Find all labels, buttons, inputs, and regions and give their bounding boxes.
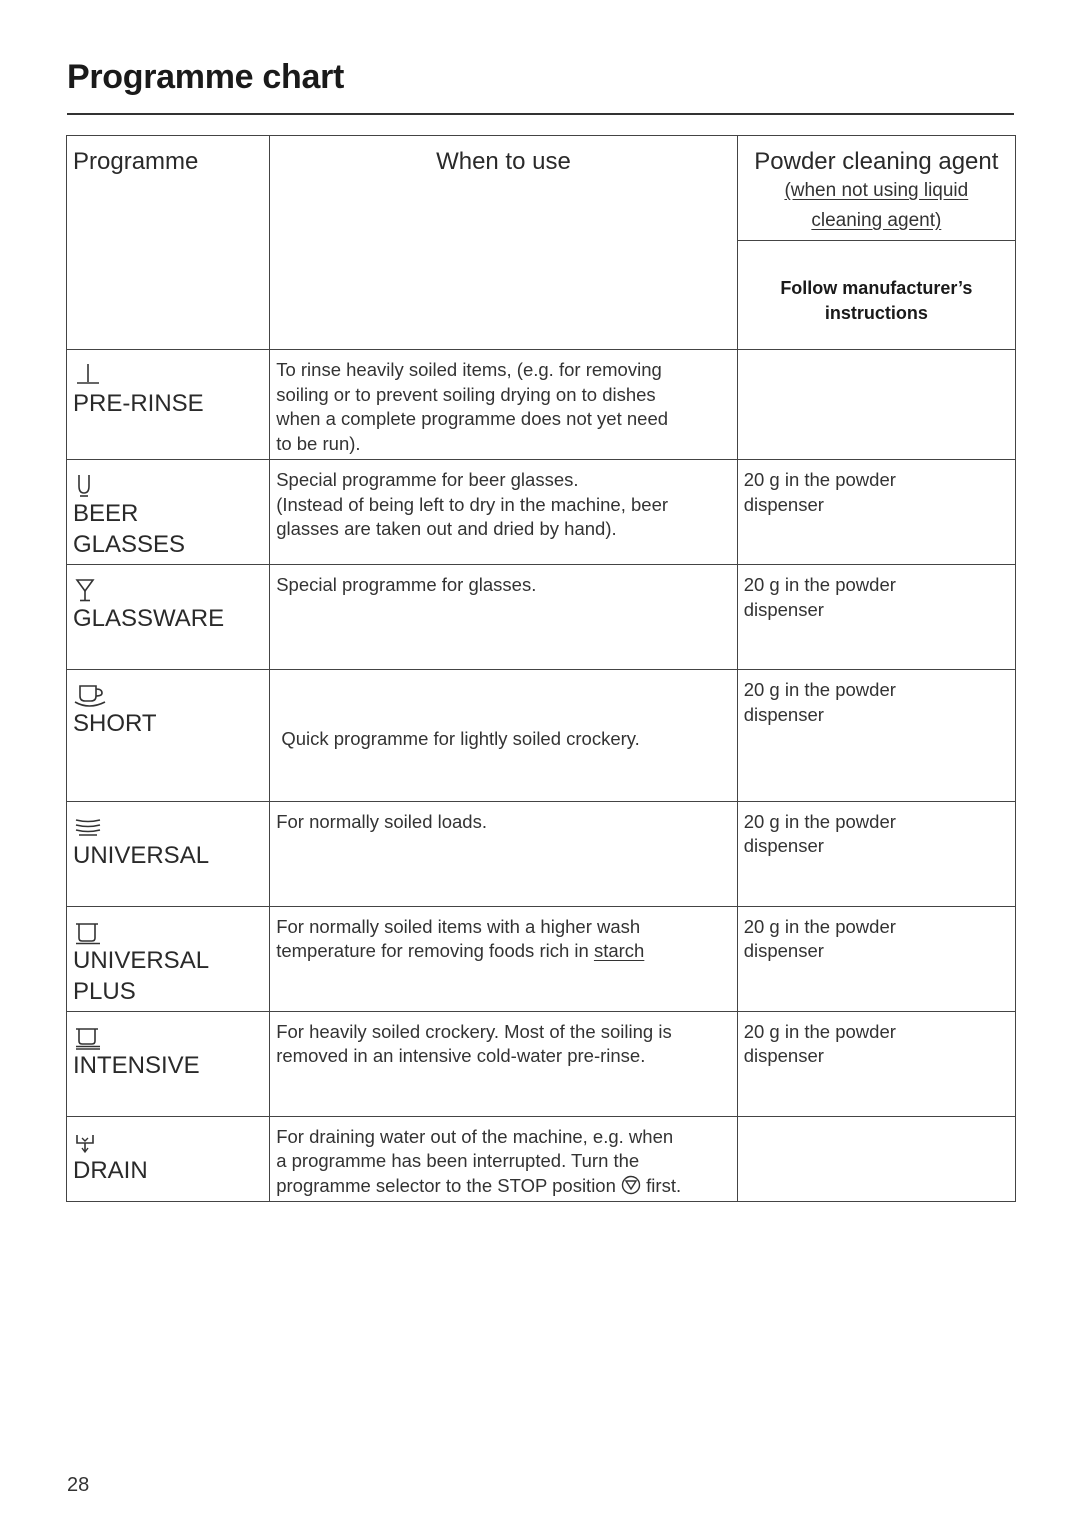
when-line: a programme has been interrupted. Turn the xyxy=(276,1150,640,1171)
agent-line: dispenser xyxy=(743,493,824,515)
when-cell xyxy=(270,350,737,460)
when-line: to be run). xyxy=(276,432,361,454)
programme-cell xyxy=(67,906,270,1011)
programme-name: UNIVERSAL xyxy=(73,841,210,869)
agent-cell xyxy=(737,801,1015,906)
when-text: programme selector to the STOP position xyxy=(276,1174,622,1196)
stop-position-icon xyxy=(621,1175,641,1202)
table-row xyxy=(67,906,1016,1011)
agent-cell xyxy=(737,460,1015,565)
when-line: soiling or to prevent soiling drying on to dishes xyxy=(276,383,656,405)
header-programme: Programme xyxy=(67,136,270,350)
agent-line: dispenser xyxy=(743,835,824,856)
when-line: Special programme for beer glasses. xyxy=(276,469,579,490)
pre-rinse-icon xyxy=(73,362,269,388)
programme-name-line2: GLASSES xyxy=(73,531,186,558)
table-row xyxy=(67,350,1016,460)
agent-line: dispenser xyxy=(743,598,824,620)
programme-name: DRAIN xyxy=(73,1156,148,1184)
when-cell xyxy=(270,670,737,802)
programme-cell xyxy=(67,350,270,460)
when-text: first. xyxy=(641,1174,682,1196)
programme-name-line2: PLUS xyxy=(73,977,136,1005)
table-row xyxy=(67,565,1016,670)
when-line: Special programme for glasses. xyxy=(276,574,537,595)
pot-icon xyxy=(73,919,269,945)
agent-line: dispenser xyxy=(743,703,824,725)
when-line-2 xyxy=(276,939,730,964)
programme-cell xyxy=(67,801,270,906)
when-cell xyxy=(270,801,737,906)
when-line-3 xyxy=(276,1174,730,1202)
header-agent-sub1: (when not using liquid xyxy=(784,180,969,201)
agent-line: 20 g in the powder xyxy=(743,915,896,937)
header-agent-note xyxy=(738,241,1015,349)
agent-line: 20 g in the powder xyxy=(743,469,896,490)
page-title: Programme chart xyxy=(67,58,345,96)
table-row xyxy=(67,1116,1016,1202)
agent-cell xyxy=(737,1116,1015,1202)
when-line: glasses are taken out and dried by hand). xyxy=(276,518,617,539)
agent-cell xyxy=(737,1011,1015,1116)
when-cell xyxy=(270,1116,737,1202)
header-agent-top xyxy=(738,136,1015,241)
when-line: For normally soiled loads. xyxy=(276,810,487,832)
table-row xyxy=(67,460,1016,565)
programme-name: PRE-RINSE xyxy=(73,390,204,417)
header-agent-sub2: cleaning agent) xyxy=(811,210,942,231)
table-row xyxy=(67,670,1016,802)
agent-cell xyxy=(737,906,1015,1011)
agent-line: 20 g in the powder xyxy=(743,1020,896,1042)
agent-line: 20 g in the powder xyxy=(743,574,896,595)
programme-cell xyxy=(67,460,270,565)
when-cell xyxy=(270,460,737,565)
programme-cell xyxy=(67,1116,270,1202)
when-line: Quick programme for lightly soiled crockery. xyxy=(276,728,640,749)
pot-lines-icon xyxy=(73,1024,269,1050)
programme-name: INTENSIVE xyxy=(73,1051,200,1079)
underlined-word: starch xyxy=(593,940,645,961)
programme-cell xyxy=(67,670,270,802)
when-line: (Instead of being left to dry in the machine, beer xyxy=(276,493,669,515)
programme-name: SHORT xyxy=(73,710,157,737)
table-row xyxy=(67,801,1016,906)
cup-icon xyxy=(73,682,269,708)
when-line: when a complete programme does not yet need xyxy=(276,408,669,429)
header-agent-note-line1: Follow manufacturer’s xyxy=(780,278,973,298)
when-cell xyxy=(270,565,737,670)
agent-line: dispenser xyxy=(743,1045,824,1066)
table-row xyxy=(67,1011,1016,1116)
stacked-plates-icon xyxy=(73,814,269,840)
agent-cell xyxy=(737,670,1015,802)
agent-line: 20 g in the powder xyxy=(743,679,896,700)
beer-glass-icon xyxy=(73,472,269,498)
header-when-to-use: When to use xyxy=(270,136,737,350)
when-line: To rinse heavily soiled items, (e.g. for removing xyxy=(276,359,662,380)
agent-cell xyxy=(737,350,1015,460)
programme-cell xyxy=(67,1011,270,1116)
header-agent-title: Powder cleaning agent xyxy=(754,148,999,175)
agent-line: dispenser xyxy=(743,940,824,961)
when-line: For draining water out of the machine, e.g. when xyxy=(276,1125,674,1147)
title-rule xyxy=(67,113,1014,115)
programme-name: GLASSWARE xyxy=(73,605,225,632)
page-number: 28 xyxy=(67,1474,90,1496)
agent-cell xyxy=(737,565,1015,670)
when-line: removed in an intensive cold-water pre-rinse. xyxy=(276,1045,646,1066)
when-cell xyxy=(270,1011,737,1116)
when-line: For heavily soiled crockery. Most of the soiling is xyxy=(276,1020,672,1042)
wine-glass-icon xyxy=(73,577,269,603)
header-row xyxy=(67,136,1016,350)
when-line: For normally soiled items with a higher wash xyxy=(276,915,641,937)
programme-name: BEER xyxy=(73,500,139,527)
header-agent xyxy=(737,136,1015,350)
drain-icon xyxy=(73,1129,269,1155)
programme-name: UNIVERSAL xyxy=(73,946,210,974)
when-cell xyxy=(270,906,737,1011)
programme-cell xyxy=(67,565,270,670)
when-text: temperature for removing foods rich in xyxy=(276,940,594,961)
header-agent-note-line2: instructions xyxy=(824,303,928,323)
programme-table xyxy=(66,135,1016,1202)
agent-line: 20 g in the powder xyxy=(743,810,896,832)
